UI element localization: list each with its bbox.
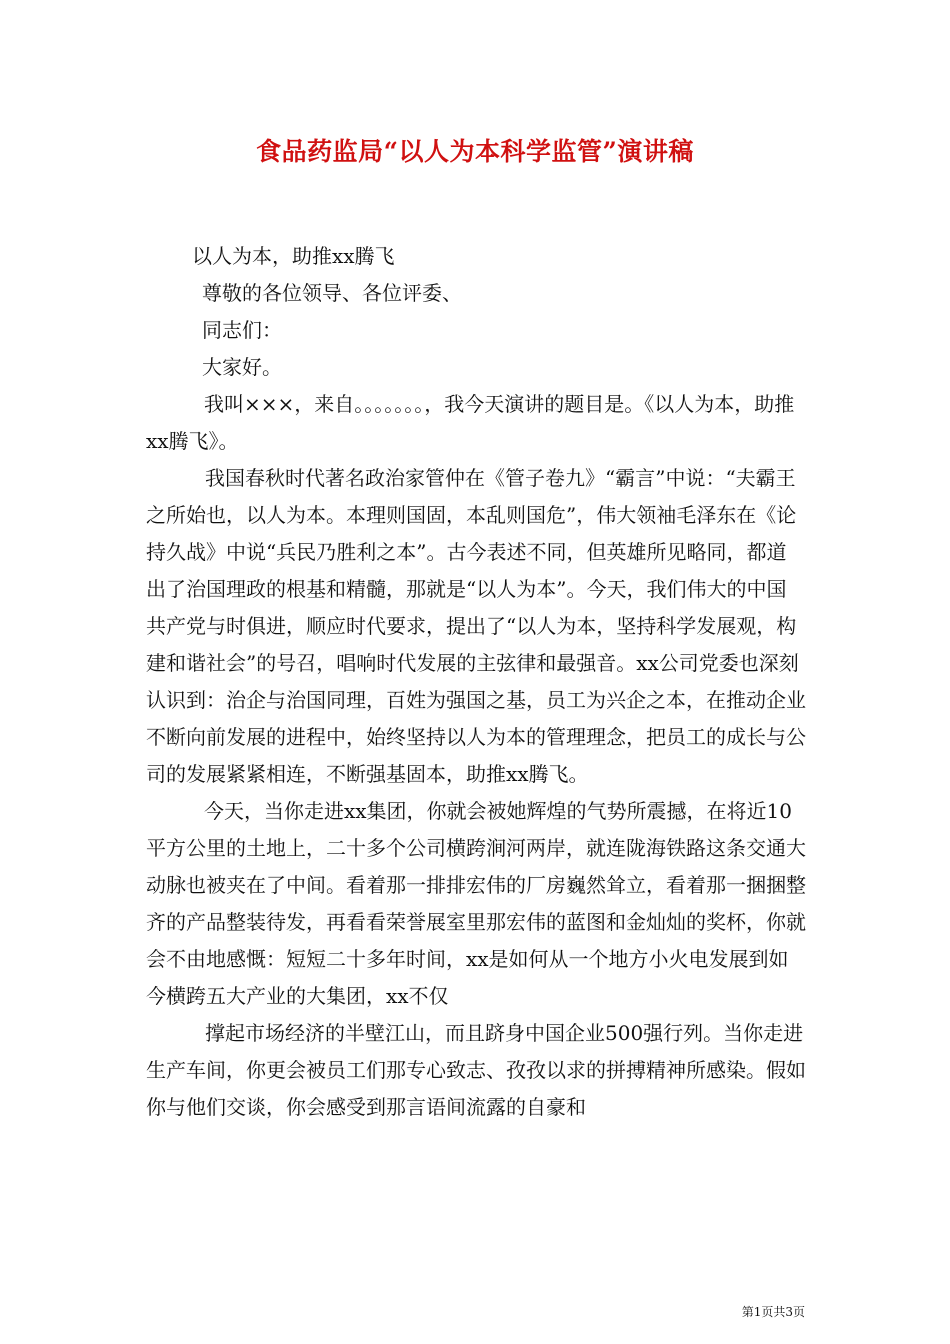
speech-subtitle: 以人为本，助推xx腾飞 [192,244,395,268]
document-body [146,238,806,1126]
greeting-line: 大家好。 [202,355,282,379]
page-number: 第1页共3页 [741,1305,805,1319]
body-paragraph-3: 撑起市场经济的半壁江山，而且跻身中国企业500强行列。当你走进生产车间，你更会被员工们那专心致志、孜孜以求的拼搏精神所感染。假如你与他们交谈，你会感受到那言语间流露的自豪和 [146,1021,806,1119]
salutation-line-2: 同志们： [202,318,282,342]
document-title: 食品药监局“以人为本科学监管”演讲稿 [256,137,694,166]
intro-paragraph: 我叫×××，来自。。。。。。。，我今天演讲的题目是。《以人为本，助推xx腾飞》。 [146,392,795,453]
salutation-line-1: 尊敬的各位领导、各位评委、 [202,281,462,305]
body-paragraph-2: 今天，当你走进xx集团，你就会被她辉煌的气势所震撼，在将近10平方公里的土地上，二十多个公司横跨涧河两岸，就连陇海铁路这条交通大动脉也被夹在了中间。看着那一排排宏伟的厂房巍然耸立，看着那一捆捆整齐的产品整装待发，再看看荣誉展室里那宏伟的蓝图和金灿灿的奖杯，你就会不由地感慨：短短二十多年时间，xx是如何从一个地方小火电发展到如今横跨五大产业的大集团，xx不仅 [146,799,806,1008]
body-paragraph-1: 我国春秋时代著名政治家管仲在《管子卷九》“霸言”中说：“夫霸王之所始也，以人为本。本理则国固，本乱则国危”，伟大领袖毛泽东在《论持久战》中说“兵民乃胜利之本”。古今表述不同，但英雄所见略同，都道出了治国理政的根基和精髓，那就是“以人为本”。今天，我们伟大的中国共产党与时俱进，顺应时代要求，提出了“以人为本，坚持科学发展观，构建和谐社会”的号召，唱响时代发展的主弦律和最强音。xx公司党委也深刻认识到：治企与治国同理，百姓为强国之基，员工为兴企之本，在推动企业不断向前发展的进程中，始终坚持以人为本的管理理念，把员工的成长与公司的发展紧紧相连，不断强基固本，助推xx腾飞。 [146,466,806,786]
